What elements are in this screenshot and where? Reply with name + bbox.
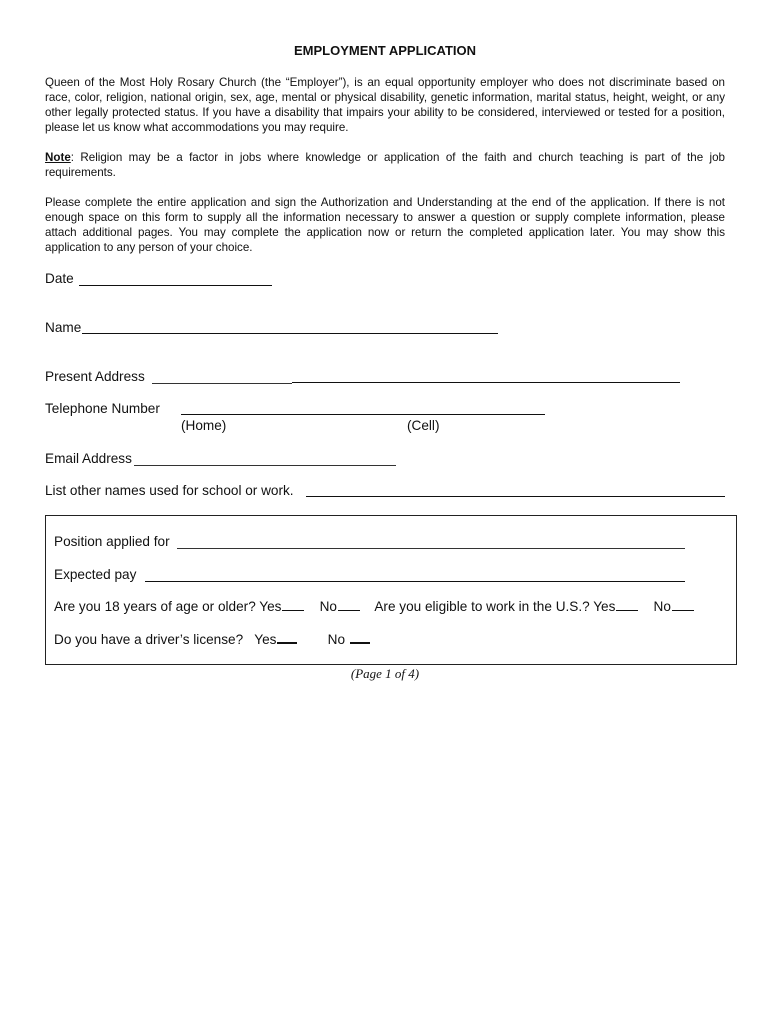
other-names-field[interactable] xyxy=(306,496,725,497)
position-label: Position applied for xyxy=(54,534,170,549)
age-question-row xyxy=(54,599,694,614)
email-label: Email Address xyxy=(45,451,132,466)
age-no-label: No xyxy=(319,599,337,614)
date-field[interactable] xyxy=(79,285,272,286)
license-no-label: No xyxy=(327,632,346,647)
license-question: Do you have a driver’s license? xyxy=(54,632,244,647)
position-field[interactable] xyxy=(177,548,685,549)
cell-phone-field[interactable] xyxy=(364,414,545,415)
other-names-label: List other names used for school or work. xyxy=(45,483,294,498)
pay-label: Expected pay xyxy=(54,567,137,582)
home-phone-field[interactable] xyxy=(181,414,364,415)
eligible-no-blank[interactable] xyxy=(672,610,694,611)
eligible-yes-blank[interactable] xyxy=(616,610,638,611)
intro-paragraph: Queen of the Most Holy Rosary Church (the “Employer”), is an equal opportunity employer who does not discriminate based on race, color, religion, national origin, sex, age, mental or physical disability, genetic information, marital status, height, weight, or any other legally protected status. If you have a disability that impairs your ability to be considered, interviewed or tested for a position, please let us know what accommodations you may require. xyxy=(45,76,725,134)
email-field[interactable] xyxy=(134,465,396,466)
page-title: EMPLOYMENT APPLICATION xyxy=(294,43,476,58)
age-yes-label: Yes xyxy=(259,599,282,614)
cell-label: (Cell) xyxy=(407,418,440,433)
license-question-row xyxy=(54,632,370,647)
page-number: (Page 1 of 4) xyxy=(350,666,420,681)
name-label: Name xyxy=(45,320,82,335)
license-yes-blank[interactable] xyxy=(277,642,297,644)
telephone-label: Telephone Number xyxy=(45,401,160,416)
age-no-blank[interactable] xyxy=(338,610,360,611)
name-field[interactable] xyxy=(82,333,498,334)
position-section-box xyxy=(45,515,737,665)
date-label: Date xyxy=(45,271,74,286)
note-label: Note xyxy=(45,151,71,164)
instructions-paragraph: Please complete the entire application and sign the Authorization and Understanding at the end of the application. If there is not enough space on this form to supply all the information necessary to answer a question or supply complete information, please attach additional pages. You may complete the application now or return the completed application later. You may show this application to any person of your choice. xyxy=(45,196,725,254)
note-text: : Religion may be a factor in jobs where knowledge or application of the faith and church teaching is part of the job requirements. xyxy=(45,151,725,179)
address-label: Present Address xyxy=(45,369,145,384)
license-yes-label: Yes xyxy=(254,632,277,647)
eligible-question: Are you eligible to work in the U.S.? xyxy=(374,599,590,614)
address-field-part-1[interactable] xyxy=(152,383,292,384)
pay-field[interactable] xyxy=(145,581,685,582)
eligible-no-label: No xyxy=(653,599,671,614)
license-no-blank[interactable] xyxy=(350,642,370,644)
age-question: Are you 18 years of age or older? xyxy=(54,599,256,614)
eligible-yes-label: Yes xyxy=(593,599,616,614)
age-yes-blank[interactable] xyxy=(282,610,304,611)
note-paragraph xyxy=(45,150,725,180)
home-label: (Home) xyxy=(181,418,227,433)
address-field-part-2[interactable] xyxy=(292,382,680,383)
